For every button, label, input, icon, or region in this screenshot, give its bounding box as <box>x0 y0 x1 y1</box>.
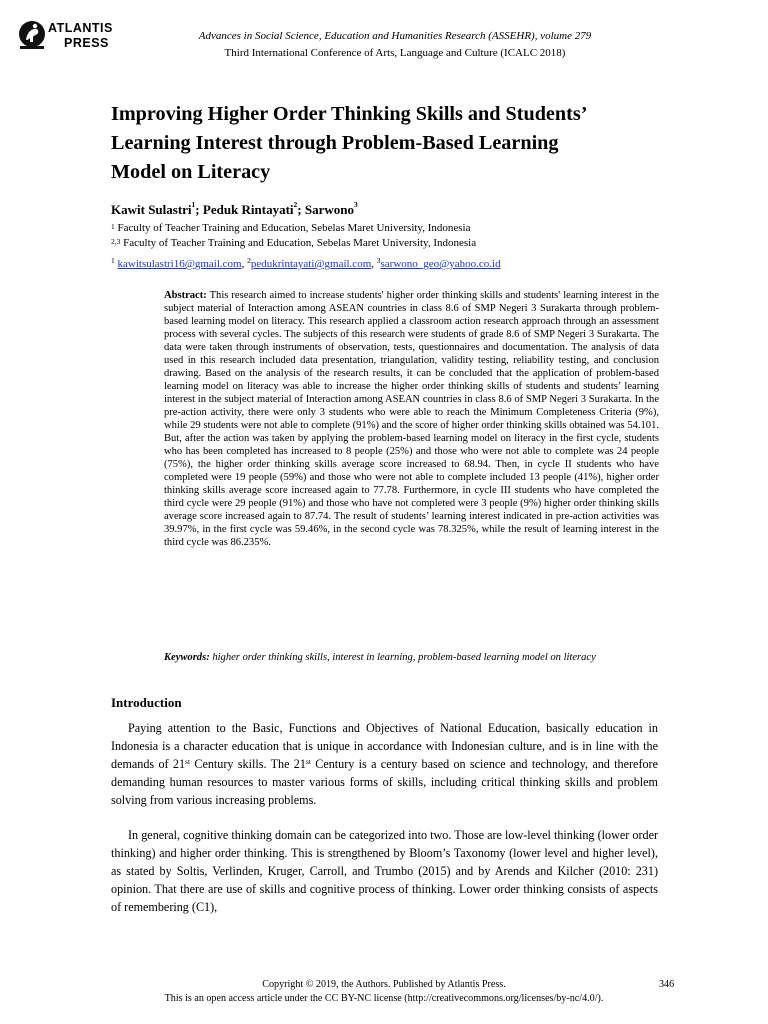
email-link[interactable]: sarwono_geo@yahoo.co.id <box>380 258 501 270</box>
email-link[interactable]: pedukrintayati@gmail.com <box>250 258 372 270</box>
author-list <box>111 202 358 218</box>
ordinal-suffix: st <box>305 757 311 766</box>
conference-name: Third International Conference of Arts, Language and Culture (ICALC 2018) <box>224 47 566 59</box>
author-name: Peduk Rintayati <box>202 202 294 217</box>
title-line: Improving Higher Order Thinking Skills and Students’ <box>111 103 588 125</box>
paragraph-text: Century skills. The 21 <box>190 757 306 771</box>
affiliation-text: Faculty of Teacher Training and Education, Sebelas Maret University, Indonesia <box>114 222 471 234</box>
email-separator: , <box>241 258 248 270</box>
email-separator: , <box>371 258 377 270</box>
keywords <box>164 651 659 665</box>
section-heading: Introduction <box>111 695 182 710</box>
paragraph-text: Paying attention to the Basic, Functions and Objectives of National Education, basically education in Indonesia is a character education that is unique in accordance with Indonesian culture, and is in line with the demands of 21 <box>111 721 658 771</box>
author-name: Sarwono <box>304 202 355 217</box>
author-separator: ; <box>195 202 203 217</box>
author-name: Kawit Sulastri <box>111 202 192 217</box>
title-line: Model on Literacy <box>111 161 271 183</box>
logo-word-press: PRESS <box>64 36 109 50</box>
author-affiliation-mark: 1 <box>191 200 196 209</box>
keywords-label: Keywords: <box>164 652 210 663</box>
author-affiliation-mark: 3 <box>354 200 358 209</box>
paper-title <box>111 100 671 187</box>
author-separator: ; <box>297 202 305 217</box>
abstract <box>164 289 659 549</box>
affiliation <box>111 237 476 250</box>
journal-series: Advances in Social Science, Education and Humanities Research (ASSEHR), volume 279 <box>198 30 592 42</box>
email-link[interactable]: kawitsulastri16@gmail.com <box>117 258 242 270</box>
abstract-label: Abstract: <box>164 290 207 301</box>
email-mark: 1 <box>111 256 115 265</box>
copyright-notice: Copyright © 2019, the Authors. Published by Atlantis Press. <box>262 979 506 990</box>
author-affiliation-mark: 2 <box>293 200 298 209</box>
title-line: Learning Interest through Problem-Based Learning <box>111 132 559 154</box>
email-mark: 3 <box>376 256 381 265</box>
affiliation-mark: 2,3 <box>111 237 121 246</box>
affiliation-mark: 1 <box>111 222 115 231</box>
logo-word-atlantis: ATLANTIS <box>48 21 113 35</box>
abstract-text: This research aimed to increase students' higher order thinking skills and students' learning interest in the subject material of Interaction among ASEAN countries in class 8.6 of SMP Negeri 3 Surakarta through problem-based learning model on literacy. This research applied a classroom action research approach through an assessment process with several cycles. The subjects of this research were students of grade 8.6 of SMP Negeri 3 Surakarta. The data were taken through instruments of observation, tests, questionnaires and documentation. The analysis of data used in this research included data presentation, triangulation, validity testing, reliability testing, and conclusion drawing. Based on the analysis of the research results, it can be concluded that the application of problem-based learning model on literacy was able to increase the higher order thinking skills of students and students’ learning interest in the subject material of Interaction among ASEAN countries in class 8.6 of SMP Negeri 3 Surakarta. In the pre-action activity, there were only 3 students who were able to reach the Minimum Completeness Criteria (9%), while 29 students were not able to complete (91%) and the score of higher order thinking skills obtained was 54.101. But, after the action was taken by applying the problem-based learning model on literacy in the first cycle, students who has been completed has increased to 8 people (25%) and those who were not able to complete was 24 people (75%), the higher order thinking skills average score increased to 68.94. Then, in cycle II students who have completed were 19 people (59%) and those who were not able to complete included 13 people (41%), higher order thinking skills average score increased again to 77.78. Furthermore, in cycle III students who have completed the third cycle were 29 people (91%) and those who have not completed were 3 people (9%) higher order thinking skills average score increased again to 87.74. The result of students’ learning interest indicated in pre-action activities was 39.97%, in the first cycle was 59.46%, in the second cycle was 78.325%, while the result of learning interest in the third cycle was 86.235%. <box>164 290 659 548</box>
license-notice: This is an open access article under the CC BY-NC license (http://creativecommons.org/licenses/by-nc/4.0/). <box>164 993 604 1004</box>
affiliation <box>111 222 470 235</box>
keywords-text: higher order thinking skills, interest in learning, problem-based learning model on literacy <box>209 652 596 663</box>
atlantis-press-logo <box>18 18 118 58</box>
affiliation-text: Faculty of Teacher Training and Education, Sebelas Maret University, Indonesia <box>120 237 477 249</box>
paragraph-text: Century is a century based on science and technology, and therefore demanding human resources to master various forms of skills, including critical thinking skills and problem solving from various increasing problems. <box>111 757 658 807</box>
page-number: 346 <box>659 979 675 990</box>
email-list <box>111 258 501 270</box>
body-paragraph: In general, cognitive thinking domain can be categorized into two. Those are low-level thinking (lower order thinking) and higher order thinking. This is strengthened by Bloom’s Taxonomy (lower level and higher level), as stated by Soltis, Verlinden, Kruger, Carroll, and Trumbo (2015) and by Arends and Kilcher (2010: 231) opinion. That there are use of skills and cognitive process of thinking. Lower order thinking consists of aspects of remembering (C1), <box>111 828 658 914</box>
email-mark: 2 <box>247 256 251 265</box>
body-paragraph <box>111 719 658 809</box>
ordinal-suffix: st <box>185 757 191 766</box>
atlantis-logo-icon <box>18 18 48 52</box>
